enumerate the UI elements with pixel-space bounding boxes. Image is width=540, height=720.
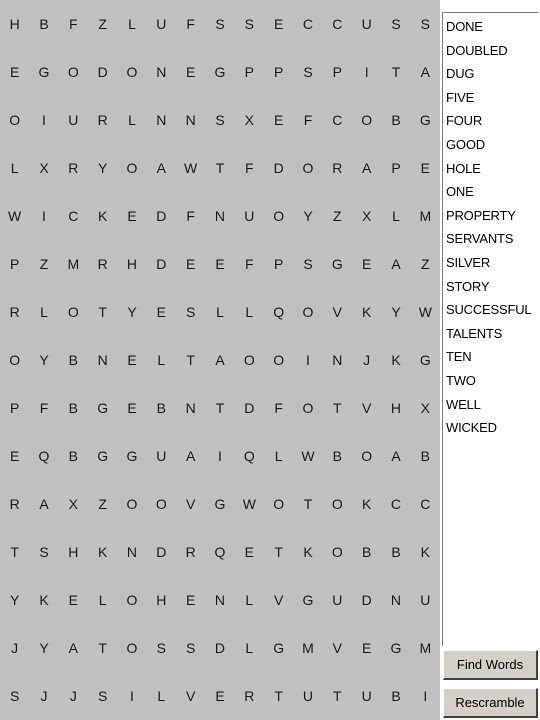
grid-cell[interactable]: Q: [243, 448, 255, 464]
grid-cell[interactable]: Y: [127, 304, 137, 320]
grid-cell[interactable]: K: [97, 544, 108, 560]
grid-cell[interactable]: E: [156, 304, 166, 320]
grid-cell[interactable]: K: [361, 496, 372, 512]
grid-cell[interactable]: Q: [214, 544, 226, 560]
grid-cell[interactable]: U: [244, 208, 255, 224]
grid-cell[interactable]: D: [273, 160, 284, 176]
grid-cell[interactable]: P: [332, 64, 342, 80]
grid-cell[interactable]: P: [273, 64, 284, 80]
grid-cell[interactable]: X: [68, 496, 78, 512]
grid-cell[interactable]: B: [39, 16, 49, 32]
grid-cell[interactable]: E: [215, 256, 225, 272]
grid-cell[interactable]: L: [10, 160, 19, 176]
grid-cell[interactable]: A: [185, 448, 196, 464]
word-list-item: WELL: [446, 396, 481, 412]
grid-cell[interactable]: C: [390, 496, 402, 512]
grid-cell[interactable]: E: [361, 256, 372, 272]
grid-cell[interactable]: V: [332, 640, 342, 656]
grid-cell[interactable]: H: [156, 592, 167, 608]
grid-cell[interactable]: O: [331, 544, 343, 560]
grid-cell[interactable]: D: [361, 592, 372, 608]
grid-cell[interactable]: N: [97, 352, 108, 368]
grid-cell[interactable]: C: [332, 112, 343, 128]
grid-cell[interactable]: E: [215, 688, 225, 704]
grid-cell[interactable]: C: [68, 208, 79, 224]
grid-cell[interactable]: S: [215, 112, 225, 128]
grid-cell[interactable]: I: [364, 64, 369, 80]
grid-cell[interactable]: D: [156, 208, 167, 224]
grid-cell[interactable]: T: [215, 160, 225, 176]
grid-cell[interactable]: K: [97, 208, 108, 224]
grid-cell[interactable]: R: [68, 160, 79, 176]
grid-cell[interactable]: N: [185, 400, 196, 416]
grid-cell[interactable]: B: [391, 688, 401, 704]
grid-cell[interactable]: O: [273, 208, 285, 224]
grid-cell[interactable]: A: [361, 160, 372, 176]
word-list-item: ONE: [446, 184, 474, 200]
grid-cell[interactable]: T: [98, 640, 107, 656]
grid-cell[interactable]: J: [40, 688, 48, 704]
grid-cell[interactable]: T: [98, 304, 107, 320]
grid-cell[interactable]: Z: [421, 256, 430, 272]
grid-cell[interactable]: Y: [39, 352, 49, 368]
grid-cell[interactable]: L: [128, 112, 136, 128]
grid-cell[interactable]: M: [302, 640, 314, 656]
word-list-item: FIVE: [446, 89, 475, 105]
grid-cell[interactable]: B: [68, 352, 78, 368]
grid-cell[interactable]: H: [126, 256, 138, 272]
grid-cell[interactable]: J: [69, 688, 77, 704]
grid-cell[interactable]: V: [185, 688, 196, 704]
grid-cell[interactable]: F: [69, 16, 78, 32]
grid-cell[interactable]: A: [68, 640, 78, 656]
grid-cell[interactable]: S: [185, 640, 196, 656]
grid-cell[interactable]: Y: [39, 640, 49, 656]
grid-cell[interactable]: R: [9, 496, 20, 512]
grid-cell[interactable]: O: [302, 160, 314, 176]
grid-cell[interactable]: S: [185, 304, 196, 320]
grid-cell[interactable]: Y: [97, 160, 108, 176]
grid-cell[interactable]: V: [361, 400, 372, 416]
grid-cell[interactable]: G: [126, 448, 138, 464]
grid-cell[interactable]: R: [185, 544, 196, 560]
grid-cell[interactable]: O: [302, 400, 314, 416]
grid-cell[interactable]: U: [302, 688, 314, 704]
word-list-item: DOUBLED: [446, 42, 508, 58]
grid-cell[interactable]: B: [361, 544, 372, 560]
grid-cell[interactable]: Q: [38, 448, 50, 464]
grid-cell[interactable]: T: [274, 688, 283, 704]
grid-cell[interactable]: E: [68, 592, 78, 608]
grid-cell[interactable]: B: [68, 448, 78, 464]
grid-cell[interactable]: L: [157, 352, 166, 368]
grid-cell[interactable]: N: [332, 352, 343, 368]
word-list-item: SILVER: [446, 254, 491, 270]
grid-cell[interactable]: P: [9, 256, 20, 272]
rescramble-button[interactable]: Rescramble: [443, 688, 538, 718]
grid-cell[interactable]: S: [303, 256, 313, 272]
grid-cell[interactable]: M: [419, 208, 432, 224]
grid-cell[interactable]: G: [214, 64, 226, 80]
grid-cell[interactable]: O: [126, 496, 138, 512]
grid-cell[interactable]: O: [9, 352, 21, 368]
grid-cell[interactable]: A: [215, 352, 225, 368]
grid-cell[interactable]: T: [10, 544, 19, 560]
grid-cell[interactable]: S: [9, 688, 20, 704]
grid-cell[interactable]: D: [97, 64, 108, 80]
word-list-item: TEN: [446, 349, 472, 365]
word-list-item: SUCCESSFUL: [446, 302, 532, 318]
grid-cell[interactable]: G: [331, 256, 343, 272]
grid-cell[interactable]: S: [97, 688, 108, 704]
grid-cell[interactable]: E: [9, 64, 20, 80]
grid-cell[interactable]: S: [215, 16, 225, 32]
word-list-panel: [442, 12, 538, 646]
grid-cell[interactable]: A: [156, 160, 166, 176]
grid-cell[interactable]: S: [39, 544, 49, 560]
grid-cell[interactable]: T: [391, 64, 401, 80]
grid-cell[interactable]: D: [156, 256, 167, 272]
grid-cell[interactable]: B: [156, 400, 166, 416]
grid-cell[interactable]: S: [156, 640, 166, 656]
grid-cell[interactable]: S: [244, 16, 254, 32]
grid-cell[interactable]: O: [273, 352, 285, 368]
grid-cell[interactable]: E: [127, 352, 137, 368]
grid-cell[interactable]: X: [244, 112, 254, 128]
grid-cell[interactable]: L: [245, 304, 254, 320]
find-words-button[interactable]: Find Words: [443, 650, 538, 680]
grid-cell[interactable]: D: [214, 640, 226, 656]
grid-cell[interactable]: J: [363, 352, 371, 368]
grid-cell[interactable]: O: [126, 640, 138, 656]
grid-cell[interactable]: O: [361, 112, 373, 128]
word-list-item: DONE: [446, 19, 483, 34]
grid-cell[interactable]: I: [306, 352, 310, 368]
grid-cell[interactable]: H: [9, 16, 20, 32]
grid-cell[interactable]: G: [419, 112, 431, 128]
grid-cell[interactable]: P: [273, 256, 284, 272]
grid-cell[interactable]: H: [68, 544, 79, 560]
grid-cell[interactable]: O: [9, 112, 21, 128]
grid-cell[interactable]: P: [9, 400, 20, 416]
grid-cell[interactable]: B: [332, 448, 342, 464]
grid-cell[interactable]: E: [185, 256, 196, 272]
grid-cell[interactable]: I: [423, 688, 428, 704]
grid-cell[interactable]: O: [302, 304, 314, 320]
grid-cell[interactable]: U: [68, 112, 79, 128]
grid-cell[interactable]: I: [42, 208, 46, 224]
grid-cell[interactable]: I: [130, 688, 134, 704]
grid-cell[interactable]: Q: [273, 304, 285, 320]
word-list-item: TALENTS: [446, 325, 503, 341]
grid-cell[interactable]: G: [419, 352, 431, 368]
grid-cell[interactable]: N: [214, 592, 226, 608]
grid-cell[interactable]: C: [302, 16, 314, 32]
grid-cell[interactable]: U: [156, 448, 167, 464]
grid-cell[interactable]: X: [361, 208, 372, 224]
grid-cell[interactable]: N: [185, 112, 196, 128]
grid-cell[interactable]: M: [419, 640, 432, 656]
grid-cell[interactable]: F: [39, 400, 49, 416]
grid-cell[interactable]: R: [244, 688, 255, 704]
grid-cell[interactable]: Y: [391, 304, 401, 320]
grid-cell[interactable]: B: [391, 112, 401, 128]
grid-cell[interactable]: K: [420, 544, 430, 560]
grid-cell[interactable]: E: [185, 64, 196, 80]
grid-cell[interactable]: F: [274, 400, 283, 416]
grid-cell[interactable]: F: [245, 256, 254, 272]
grid-cell[interactable]: Z: [39, 256, 49, 272]
grid-cell[interactable]: G: [273, 640, 285, 656]
grid-cell[interactable]: T: [215, 400, 225, 416]
grid-cell[interactable]: W: [8, 208, 22, 224]
grid-cell[interactable]: C: [332, 16, 343, 32]
grid-cell[interactable]: O: [126, 64, 138, 80]
grid-cell[interactable]: Y: [9, 592, 20, 608]
grid-cell[interactable]: V: [332, 304, 342, 320]
grid-cell[interactable]: N: [390, 592, 402, 608]
grid-cell[interactable]: O: [273, 496, 285, 512]
grid-cell[interactable]: O: [331, 496, 343, 512]
grid-cell[interactable]: N: [214, 208, 226, 224]
grid-cell[interactable]: O: [155, 496, 167, 512]
word-list-item: TWO: [446, 372, 476, 388]
grid-cell[interactable]: K: [391, 352, 401, 368]
word-list-item: PROPERTY: [446, 207, 516, 223]
grid-cell[interactable]: L: [216, 304, 224, 320]
grid-cell[interactable]: E: [420, 160, 430, 176]
grid-cell[interactable]: O: [243, 352, 255, 368]
word-list-item: FOUR: [446, 113, 483, 129]
grid-cell[interactable]: S: [420, 16, 430, 32]
grid-cell[interactable]: C: [420, 496, 431, 512]
grid-cell[interactable]: E: [9, 448, 20, 464]
grid-cell[interactable]: L: [40, 304, 48, 320]
grid-cell[interactable]: Y: [303, 208, 313, 224]
word-list-item: WICKED: [446, 420, 497, 436]
grid-cell[interactable]: Z: [333, 208, 342, 224]
word-list-item: DUG: [446, 66, 475, 82]
grid-cell[interactable]: Z: [98, 496, 107, 512]
grid-cell[interactable]: L: [392, 208, 400, 224]
grid-cell[interactable]: F: [186, 208, 195, 224]
grid-cell[interactable]: N: [156, 112, 167, 128]
grid-cell[interactable]: F: [303, 112, 313, 128]
grid-cell[interactable]: P: [244, 64, 254, 80]
grid-cell[interactable]: J: [11, 640, 19, 656]
grid-cell[interactable]: R: [97, 256, 108, 272]
grid-cell[interactable]: L: [128, 16, 136, 32]
grid-cell[interactable]: B: [420, 448, 430, 464]
word-list-item: STORY: [446, 278, 490, 294]
grid-cell[interactable]: W: [184, 160, 198, 176]
word-list-item: HOLE: [446, 160, 481, 176]
grid-cell[interactable]: L: [157, 688, 166, 704]
grid-cell[interactable]: E: [361, 640, 372, 656]
word-list: [443, 13, 538, 440]
grid-cell[interactable]: T: [274, 544, 283, 560]
grid-cell[interactable]: E: [127, 400, 137, 416]
grid-cell[interactable]: U: [361, 16, 372, 32]
grid-cell[interactable]: W: [242, 496, 256, 512]
grid-cell[interactable]: E: [273, 112, 284, 128]
grid-cell[interactable]: G: [390, 640, 402, 656]
grid-cell[interactable]: U: [156, 16, 167, 32]
grid-cell[interactable]: R: [332, 160, 343, 176]
grid-cell[interactable]: I: [218, 448, 222, 464]
grid-cell[interactable]: E: [273, 16, 284, 32]
grid-cell[interactable]: N: [126, 544, 138, 560]
grid-cell[interactable]: T: [303, 496, 313, 512]
grid-cell[interactable]: T: [333, 400, 342, 416]
grid-cell[interactable]: L: [274, 448, 283, 464]
grid-cell[interactable]: P: [391, 160, 401, 176]
grid-cell[interactable]: O: [67, 304, 79, 320]
grid-cell[interactable]: G: [38, 64, 50, 80]
grid-cell[interactable]: L: [245, 640, 254, 656]
grid-cell[interactable]: E: [127, 208, 137, 224]
word-list-item: SERVANTS: [446, 231, 514, 247]
grid-cell[interactable]: O: [67, 64, 79, 80]
grid-cell[interactable]: U: [361, 688, 372, 704]
grid-cell[interactable]: X: [39, 160, 49, 176]
grid-cell[interactable]: K: [361, 304, 372, 320]
grid-cell[interactable]: F: [245, 160, 254, 176]
grid-cell[interactable]: W: [301, 448, 315, 464]
grid-cell[interactable]: M: [67, 256, 80, 272]
grid-cell[interactable]: A: [391, 256, 401, 272]
grid-cell[interactable]: W: [418, 304, 432, 320]
grid-cell[interactable]: G: [214, 496, 226, 512]
grid-cell[interactable]: S: [391, 16, 401, 32]
grid-cell[interactable]: X: [420, 400, 430, 416]
grid-cell[interactable]: L: [98, 592, 107, 608]
grid-cell[interactable]: D: [244, 400, 255, 416]
grid-cell[interactable]: H: [390, 400, 402, 416]
grid-cell[interactable]: B: [68, 400, 78, 416]
grid-cell[interactable]: R: [97, 112, 108, 128]
grid-cell[interactable]: R: [9, 304, 20, 320]
grid-cell[interactable]: O: [126, 160, 138, 176]
grid-cell[interactable]: D: [156, 544, 167, 560]
grid-cell[interactable]: E: [244, 544, 254, 560]
word-list-item: GOOD: [446, 136, 485, 152]
grid-cell[interactable]: N: [156, 64, 167, 80]
grid-cell[interactable]: G: [97, 448, 109, 464]
grid-cell[interactable]: Z: [98, 16, 107, 32]
grid-cell[interactable]: O: [126, 592, 138, 608]
grid-cell[interactable]: K: [39, 592, 49, 608]
grid-cell[interactable]: U: [420, 592, 431, 608]
grid-cell[interactable]: S: [303, 64, 313, 80]
grid-cell[interactable]: U: [332, 592, 343, 608]
grid-cell[interactable]: B: [391, 544, 401, 560]
grid-cell[interactable]: T: [333, 688, 342, 704]
grid-cell[interactable]: A: [420, 64, 430, 80]
grid-cell[interactable]: I: [42, 112, 46, 128]
grid-cell[interactable]: G: [97, 400, 109, 416]
grid-cell[interactable]: G: [302, 592, 314, 608]
grid-cell[interactable]: V: [185, 496, 196, 512]
grid-cell[interactable]: A: [39, 496, 49, 512]
grid-cell[interactable]: E: [185, 592, 196, 608]
grid-cell[interactable]: K: [303, 544, 313, 560]
grid-cell[interactable]: V: [273, 592, 284, 608]
grid-cell[interactable]: A: [391, 448, 401, 464]
grid-cell[interactable]: O: [361, 448, 373, 464]
grid-cell[interactable]: L: [245, 592, 254, 608]
grid-cell[interactable]: T: [186, 352, 195, 368]
grid-cell[interactable]: F: [186, 16, 195, 32]
